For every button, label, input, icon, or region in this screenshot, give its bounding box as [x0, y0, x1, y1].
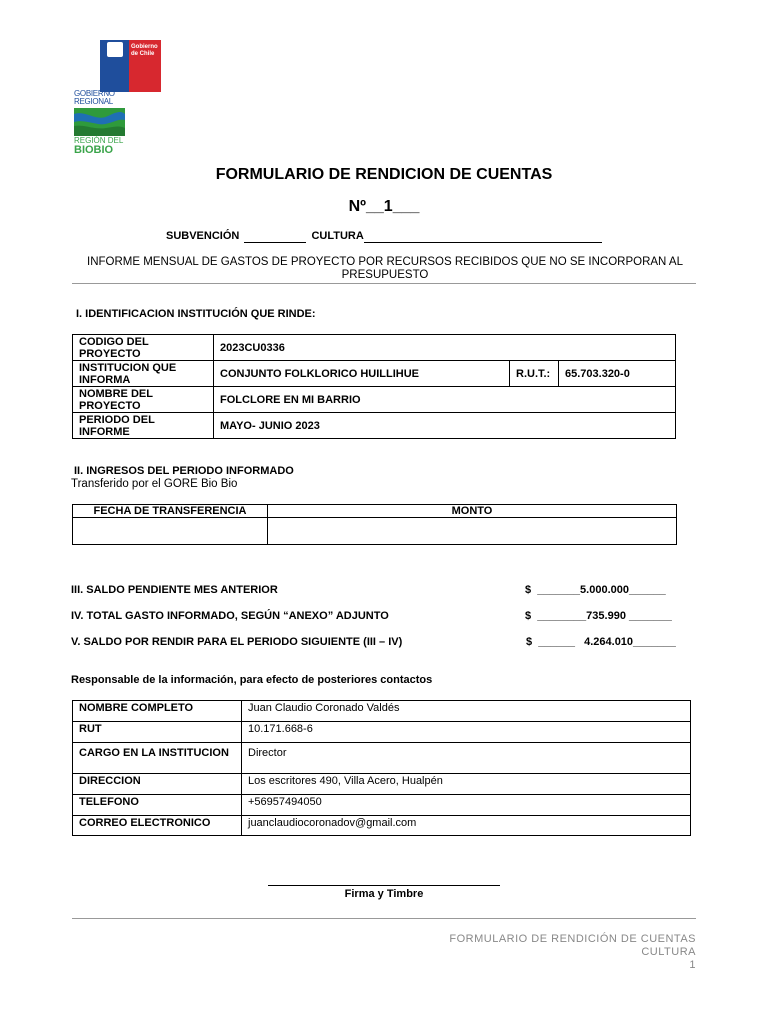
rut-value: 65.703.320-0 [559, 361, 676, 387]
section-1-heading: I. IDENTIFICACION INSTITUCIÓN QUE RINDE: [76, 308, 316, 320]
institucion-value: CONJUNTO FOLKLORICO HUILLIHUE [214, 361, 510, 387]
page-number: 1 [689, 959, 696, 971]
table-row [73, 387, 676, 413]
table-row [73, 722, 691, 743]
responsable-table [72, 700, 691, 836]
responsable-heading: Responsable de la información, para efecto de posteriores contactos [71, 674, 433, 686]
divider [72, 283, 696, 284]
table-row [73, 816, 691, 836]
subvencion-underline-2 [364, 242, 602, 243]
total-gasto-label: IV. TOTAL GASTO INFORMADO, SEGÚN “ANEXO” ADJUNTO [71, 610, 389, 622]
table-row [73, 774, 691, 795]
logo-gobierno-text: Gobierno de Chile [131, 44, 158, 57]
section-2-subheading: Transferido por el GORE Bio Bio [71, 478, 238, 490]
page-footer [449, 933, 696, 972]
saldo-pendiente-amount: $ _______5.000.000______ [525, 584, 666, 596]
monto-cell [268, 518, 677, 545]
fecha-transferencia-header: FECHA DE TRANSFERENCIA [73, 505, 268, 518]
coat-of-arms-icon [107, 42, 123, 57]
subvencion-value: CULTURA [311, 230, 364, 242]
direccion-value: Los escritores 490, Villa Acero, Hualpén [242, 774, 691, 795]
subvencion-row [166, 230, 364, 242]
monto-header: MONTO [268, 505, 677, 518]
logo-biobio-label: BIOBIO [74, 144, 114, 156]
table-row [73, 743, 691, 774]
table-row [73, 361, 676, 387]
telefono-label: TELEFONO [73, 795, 242, 816]
ingresos-table [72, 504, 677, 545]
saldo-por-rendir-label: V. SALDO POR RENDIR PARA EL PERIODO SIGUIENTE (III – IV) [71, 636, 403, 648]
section-2-heading: II. INGRESOS DEL PERIODO INFORMADO [74, 465, 294, 477]
table-row [73, 701, 691, 722]
correo-value: juanclaudiocoronadov@gmail.com [242, 816, 691, 836]
table-row [73, 505, 677, 518]
logo-region-label: REGIÓN DEL [74, 136, 124, 145]
institucion-label: INSTITUCION QUE INFORMA [73, 361, 214, 387]
subvencion-label: SUBVENCIÓN [166, 230, 240, 242]
subvencion-underline [244, 242, 306, 243]
signature-label: Firma y Timbre [344, 888, 424, 900]
telefono-value: +56957494050 [242, 795, 691, 816]
rut-value: 10.171.668-6 [242, 722, 691, 743]
table-row [73, 335, 676, 361]
footer-subtitle: CULTURA [641, 946, 696, 958]
cargo-label: CARGO EN LA INSTITUCION [73, 743, 242, 774]
informe-description: INFORME MENSUAL DE GASTOS DE PROYECTO POR RECURSOS RECIBIDOS QUE NO SE INCORPORAN AL PRESUPUESTO [87, 256, 683, 281]
saldo-por-rendir-amount: $ ______ 4.264.010_______ [526, 636, 676, 648]
total-gasto-amount: $ ________735.990 _______ [525, 610, 672, 622]
rut-label: RUT [73, 722, 242, 743]
logo-gobierno-regional-text: GOBIERNO REGIONAL [74, 89, 115, 106]
logo-region-text [74, 137, 123, 155]
signature-line [268, 885, 500, 886]
periodo-value: MAYO- JUNIO 2023 [214, 413, 676, 439]
form-number: Nº__1___ [348, 198, 420, 215]
codigo-value: 2023CU0336 [214, 335, 676, 361]
nombre-completo-value: Juan Claudio Coronado Valdés [242, 701, 691, 722]
nombre-proyecto-value: FOLCLORE EN MI BARRIO [214, 387, 676, 413]
direccion-label: DIRECCION [73, 774, 242, 795]
nombre-proyecto-label: NOMBRE DEL PROYECTO [73, 387, 214, 413]
table-row [73, 518, 677, 545]
rut-label: R.U.T.: [510, 361, 559, 387]
correo-label: CORREO ELECTRONICO [73, 816, 242, 836]
periodo-label: PERIODO DEL INFORME [73, 413, 214, 439]
fecha-transferencia-cell [73, 518, 268, 545]
nombre-completo-label: NOMBRE COMPLETO [73, 701, 242, 722]
form-title: FORMULARIO DE RENDICION DE CUENTAS [215, 166, 553, 183]
table-row [73, 413, 676, 439]
region-map-icon [74, 108, 125, 136]
table-row [73, 795, 691, 816]
saldo-pendiente-label: III. SALDO PENDIENTE MES ANTERIOR [71, 584, 278, 596]
footer-title: FORMULARIO DE RENDICIÓN DE CUENTAS [449, 933, 696, 945]
identificacion-table [72, 334, 676, 439]
cargo-value: Director [242, 743, 691, 774]
codigo-label: CODIGO DEL PROYECTO [73, 335, 214, 361]
footer-divider [72, 918, 696, 919]
